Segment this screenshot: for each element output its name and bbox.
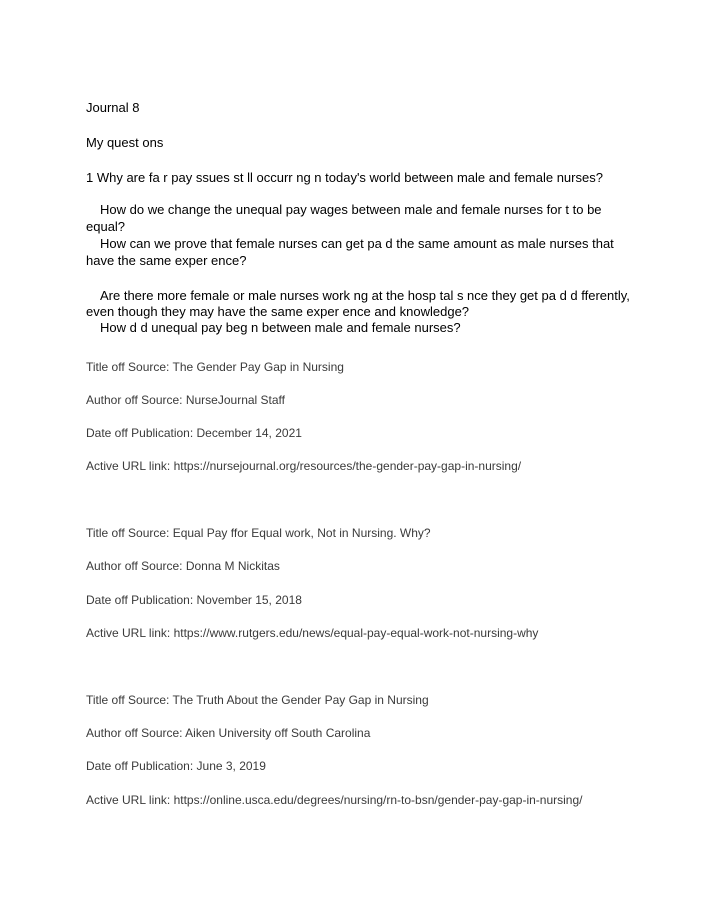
question-2-line-1: How do we change the unequal pay wages between male and female nurses for t to be <box>100 202 602 217</box>
question-3-line-2: have the same exper ence? <box>86 253 247 268</box>
journal-title: Journal 8 <box>86 100 140 115</box>
question-4-line-2: even though they may have the same exper ence and knowledge? <box>86 304 470 319</box>
question-3-line-1: How can we prove that female nurses can get pa d the same amount as male nurses that <box>100 236 614 251</box>
source-3-author: Author off Source: Aiken University off South Carolina <box>86 726 371 740</box>
source-3-url[interactable]: Active URL link: https://online.usca.edu/degrees/nursing/rn-to-bsn/gender-pay-gap-in-nursing/ <box>86 793 583 807</box>
question-2-line-2: equal? <box>86 219 126 234</box>
source-2-date: Date off Publication: November 15, 2018 <box>86 593 302 607</box>
source-1-date: Date off Publication: December 14, 2021 <box>86 426 302 440</box>
source-2-title: Title off Source: Equal Pay ffor Equal work, Not in Nursing. Why? <box>86 526 431 540</box>
question-5: How d d unequal pay beg n between male and female nurses? <box>100 320 461 335</box>
source-3-title: Title off Source: The Truth About the Gender Pay Gap in Nursing <box>86 693 429 707</box>
source-1-url[interactable]: Active URL link: https://nursejournal.org/resources/the-gender-pay-gap-in-nursing/ <box>86 459 522 473</box>
source-3-date: Date off Publication: June 3, 2019 <box>86 759 266 773</box>
source-2-author: Author off Source: Donna M Nickitas <box>86 559 280 573</box>
question-1: 1 Why are fa r pay ssues st ll occurr ng n today's world between male and female nurses? <box>86 170 603 185</box>
question-4-line-1: Are there more female or male nurses work ng at the hosp tal s nce they get pa d d fferently, <box>100 288 630 303</box>
source-2-url[interactable]: Active URL link: https://www.rutgers.edu/news/equal-pay-equal-work-not-nursing-why <box>86 626 539 640</box>
questions-heading: My quest ons <box>86 135 164 150</box>
source-1-title: Title off Source: The Gender Pay Gap in Nursing <box>86 360 344 374</box>
source-1-author: Author off Source: NurseJournal Staff <box>86 393 286 407</box>
